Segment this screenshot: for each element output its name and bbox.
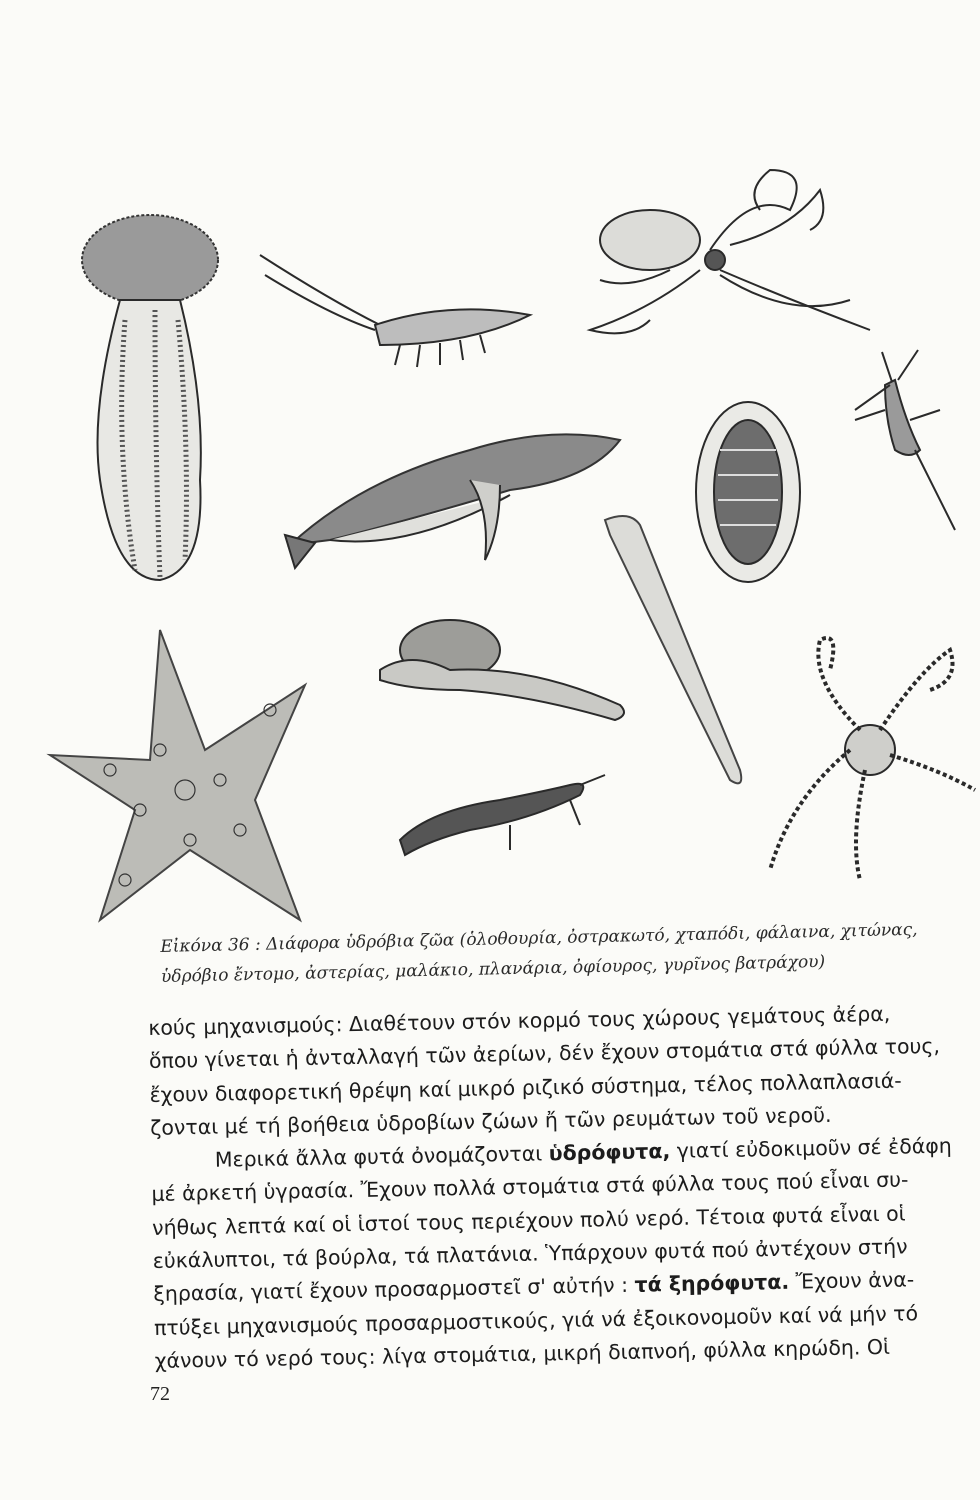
snail-drawing — [380, 620, 624, 720]
water-insect-drawing — [855, 350, 955, 530]
tadpole-drawing — [400, 775, 605, 855]
chiton-drawing — [696, 402, 800, 582]
text-line-content: Ἔχουν ἀνα- — [788, 1267, 915, 1295]
body-text — [148, 997, 953, 1378]
page-number: 72 — [150, 1383, 170, 1405]
octopus-drawing — [590, 170, 870, 333]
aquatic-animals-illustration — [30, 150, 980, 930]
sea-cucumber-drawing — [82, 215, 218, 580]
caption-label: Εἰκόνα 36 : — [160, 934, 261, 957]
starfish-drawing — [50, 630, 305, 920]
amphipod-drawing — [260, 255, 530, 367]
caption-line: ὑδρόβιο ἔντομο, ἀστερίας, μαλάκιο, πλανάρια, ὀφίουρος, γυρῖνος βατράχου) — [160, 951, 826, 987]
text-line-content: κούς μηχανισμούς: Διαθέτουν στόν κορμό τους χώρους γεμάτους ἀέρα, — [148, 1001, 891, 1040]
text-line-content: ξηρασία, γιατί ἔχουν προσαρμοστεῖ σ' αὐτήν : — [153, 1273, 635, 1307]
term-hydrophytes: ὑδρόφυτα, — [548, 1139, 671, 1166]
text-line-content: Μερικά ἄλλα φυτά ὀνομάζονται — [214, 1141, 549, 1172]
text-line-content: χάνουν τό νερό τους: λίγα στομάτια, μικρή διαπνοή, φύλλα κηρώδη. Οἱ — [154, 1334, 891, 1373]
text-line-content: ζονται μέ τή βοήθεια ὑδροβίων ζώων ἤ τῶν ρευμάτων τοῦ νεροῦ. — [149, 1102, 832, 1140]
whale-drawing — [285, 434, 620, 568]
text-line-content: μέ ἀρκετή ὑγρασία. Ἔχουν πολλά στομάτια στά φύλλα τους πού εἶναι συ- — [151, 1167, 909, 1207]
text-line-content: ὅπου γίνεται ἡ ἀνταλλαγή τῶν ἀερίων, δέν ἔχουν στομάτια στά φύλλα τους, — [148, 1034, 941, 1074]
text-line-content: εὐκάλυπτοι, τά βούρλα, τά πλατάνια. Ὑπάρχουν φυτά πού ἀντέχουν στήν — [152, 1234, 908, 1274]
text-line-content: γιατί εὐδοκιμοῦν σέ ἐδάφη — [670, 1133, 953, 1164]
caption-text: Διάφορα ὑδρόβια ζῶα (ὁλοθουρία, ὀστρακωτό, χταπόδι, φάλαινα, χιτώνας, — [265, 919, 918, 955]
brittle-star-drawing — [770, 638, 975, 880]
text-line-content: νήθως λεπτά καί οἱ ἱστοί τους περιέχουν πολύ νερό. Τέτοια φυτά εἶναι οἱ — [151, 1201, 906, 1240]
term-xerophytes: τά ξηρόφυτα. — [634, 1270, 790, 1298]
text-line-content: πτύξει μηχανισμούς προσαρμοστικούς, γιά νά ἐξοικονομοῦν καί νά μήν τό — [153, 1300, 919, 1340]
text-line-content: ἔχουν διαφορετική θρέψη καί μικρό ριζικό σύστημα, τέλος πολλαπλασιά- — [149, 1068, 902, 1107]
